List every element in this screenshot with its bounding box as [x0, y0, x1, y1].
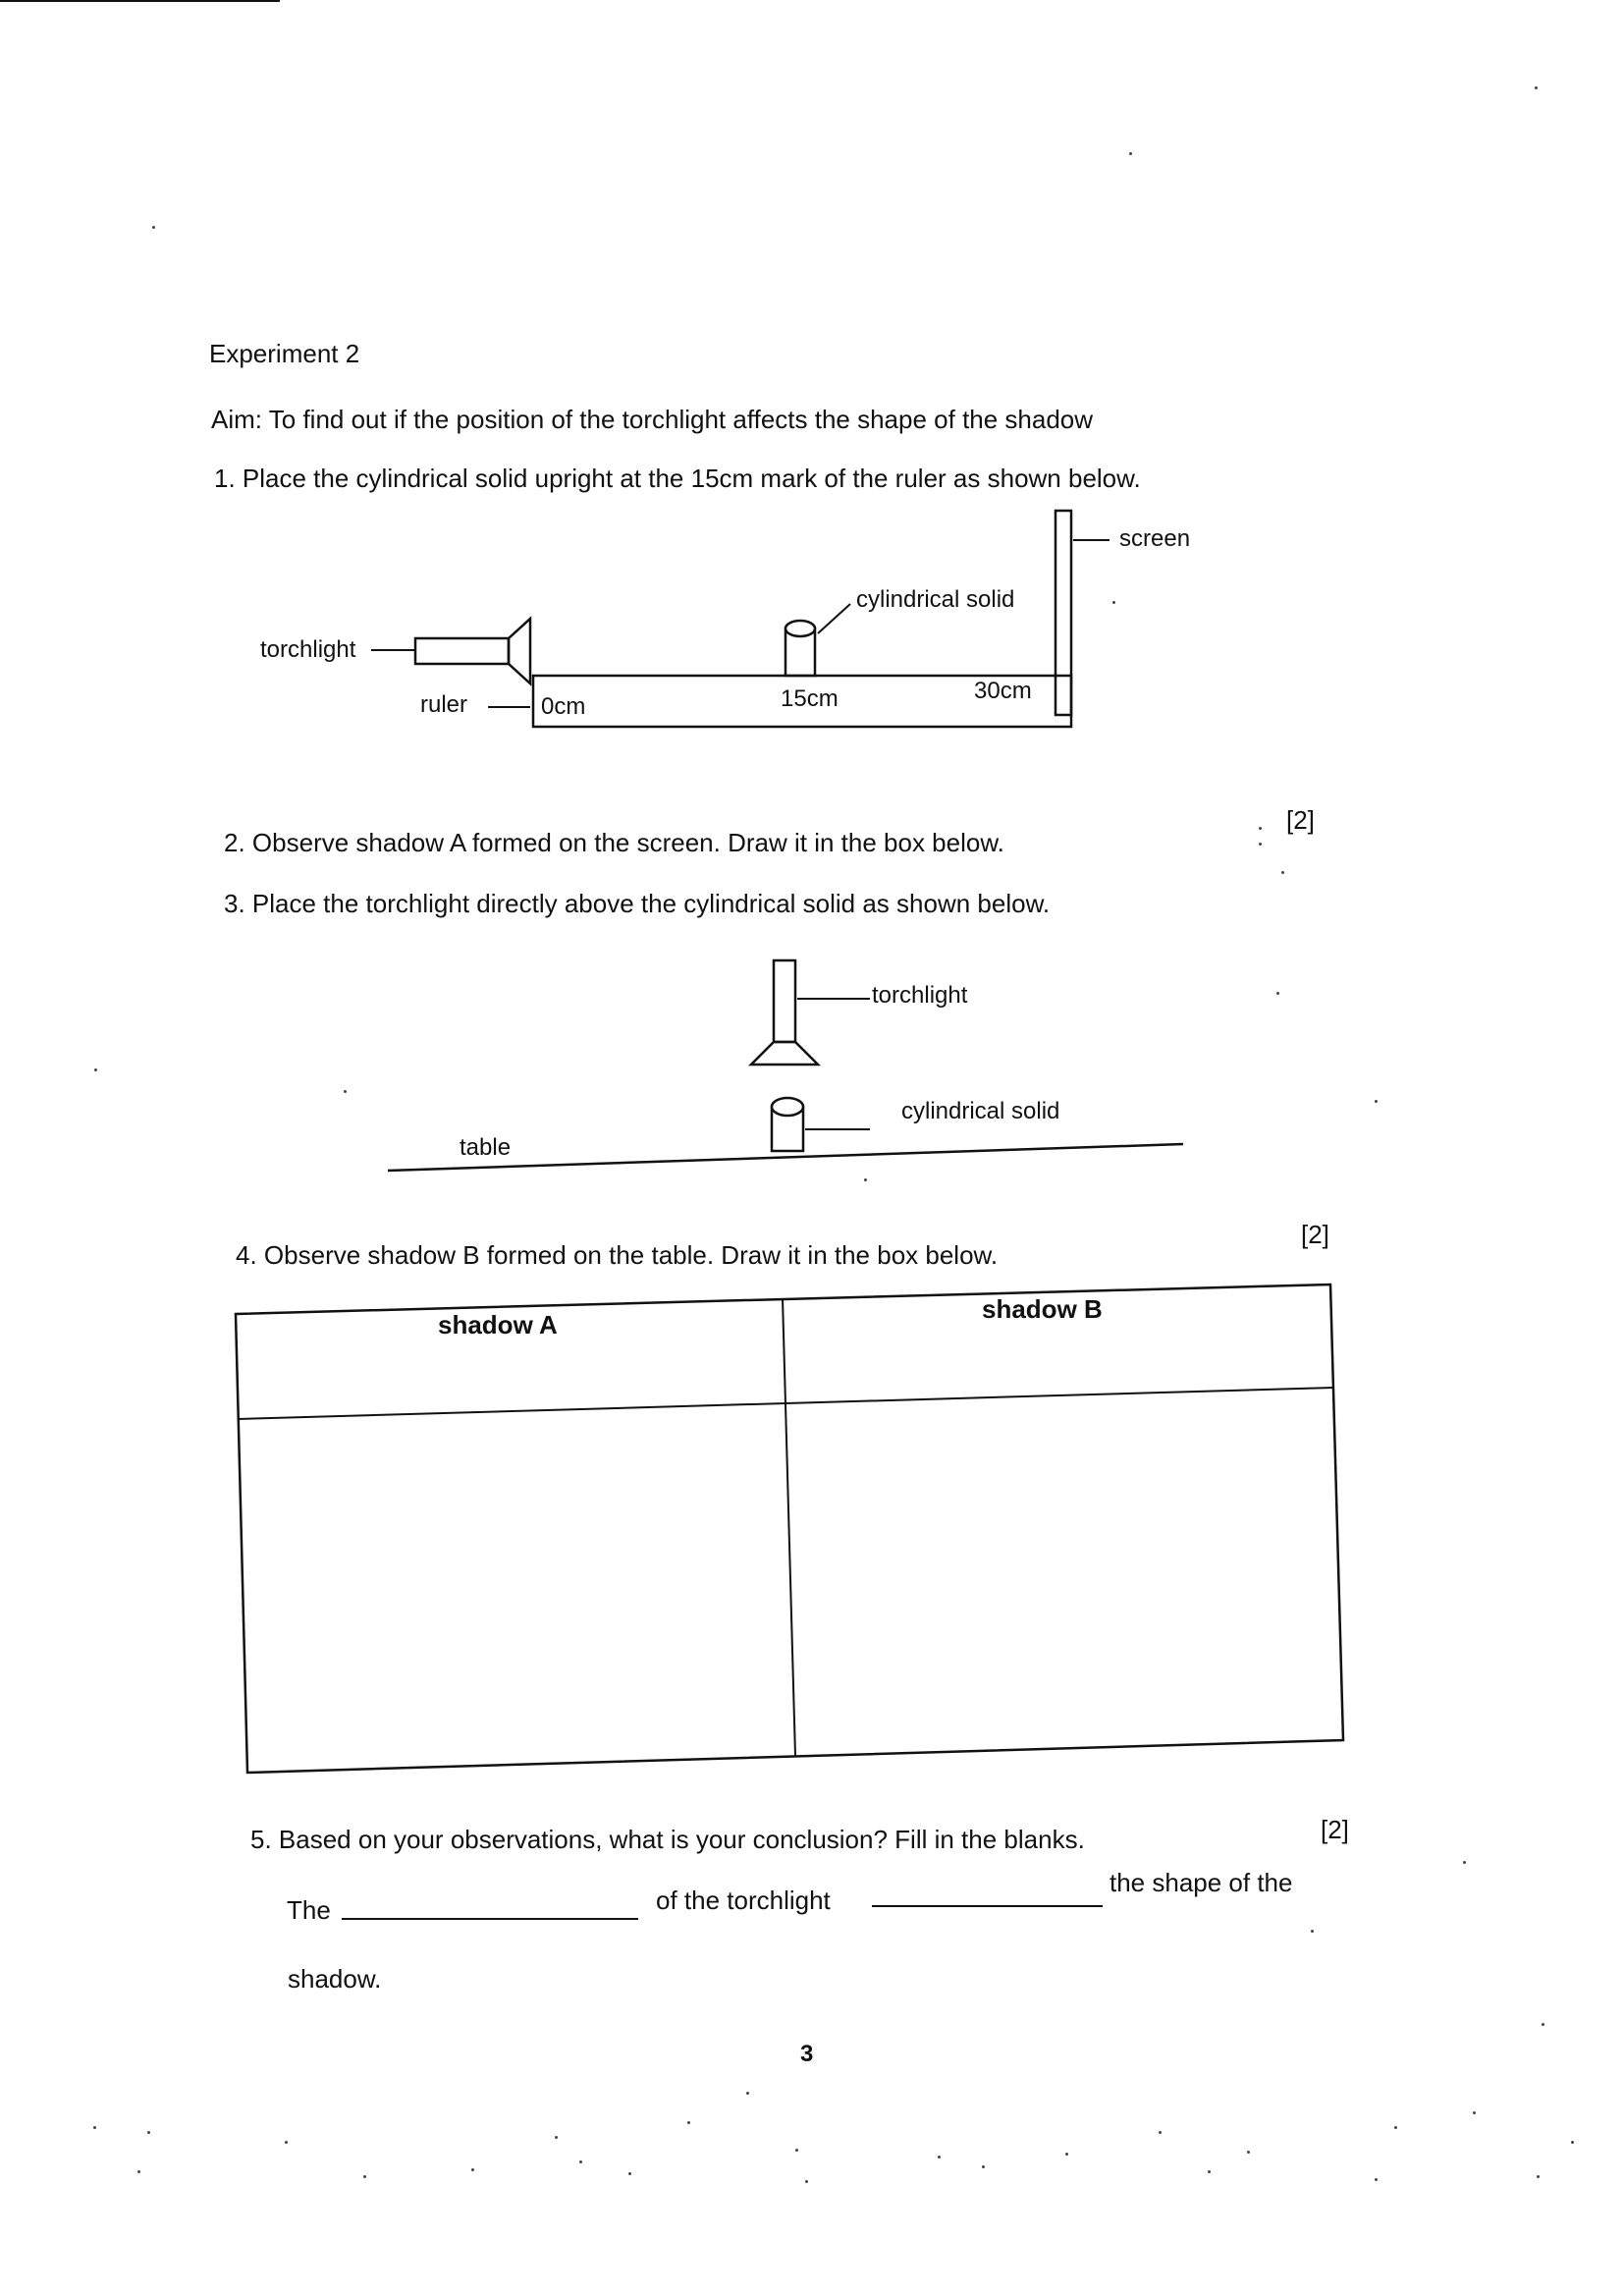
- marks-step-2: [2]: [1286, 805, 1315, 835]
- step-text: Place the cylindrical solid upright at the 15cm mark of the ruler as shown below.: [242, 464, 1141, 493]
- scan-speck: [147, 2131, 150, 2134]
- step-5: [250, 1825, 1085, 1855]
- conclusion-the-shape-of-the: the shape of the: [1110, 1868, 1293, 1897]
- scan-speck: [1065, 2153, 1068, 2156]
- scan-speck: [795, 2149, 798, 2152]
- scan-speck: [1463, 1861, 1466, 1864]
- scan-speck: [982, 2165, 985, 2168]
- marks-step-5: [2]: [1321, 1815, 1349, 1844]
- scan-speck: [1259, 827, 1262, 830]
- scan-speck: [137, 2170, 140, 2173]
- scan-speck: [555, 2136, 558, 2139]
- ruler-mark-0cm: 0cm: [541, 693, 586, 720]
- scan-speck: [1571, 2141, 1574, 2144]
- scan-speck: [1535, 86, 1538, 89]
- label-cylindrical-solid: cylindrical solid: [856, 586, 1015, 613]
- scan-speck: [1259, 843, 1262, 846]
- aim-text: : To find out if the position of the torchlight affects the shape of the shadow: [254, 405, 1094, 434]
- answer-box-shadow-a[interactable]: [247, 1424, 778, 1763]
- scan-speck: [1375, 1100, 1378, 1103]
- label-torchlight: torchlight: [260, 636, 356, 663]
- label-overhead-torchlight: torchlight: [872, 982, 968, 1009]
- scan-speck: [628, 2172, 631, 2175]
- scan-speck: [94, 1068, 97, 1071]
- step-text: Place the torchlight directly above the cylindrical solid as shown below.: [251, 889, 1051, 918]
- scan-speck: [152, 226, 155, 229]
- label-ruler: ruler: [420, 691, 468, 718]
- conclusion-of-the-torchlight: of the torchlight: [656, 1886, 831, 1915]
- scan-speck: [93, 2126, 96, 2129]
- scan-speck: [746, 2092, 749, 2095]
- answer-box-shadow-b[interactable]: [797, 1394, 1335, 1738]
- ruler-mark-15cm: 15cm: [781, 685, 839, 712]
- scan-speck: [344, 1090, 347, 1093]
- step-number: 2.: [224, 828, 245, 857]
- conclusion-the: The: [287, 1895, 331, 1925]
- label-screen: screen: [1119, 525, 1191, 552]
- label-table: table: [460, 1134, 512, 1161]
- scan-speck: [1159, 2131, 1162, 2134]
- step-text: Observe shadow B formed on the table. Draw it in the box below.: [263, 1240, 999, 1270]
- scan-speck: [938, 2156, 941, 2159]
- table-header-shadow-b: shadow B: [982, 1294, 1103, 1324]
- page-number: 3: [800, 2041, 814, 2067]
- scan-speck: [805, 2180, 808, 2183]
- experiment-title: Experiment 2: [209, 339, 360, 368]
- scan-speck: [363, 2175, 366, 2178]
- scan-speck: [1537, 2175, 1540, 2178]
- answer-table-column-divider: [783, 1298, 795, 1756]
- conclusion-blank-1[interactable]: [342, 1918, 638, 1920]
- scan-speck: [1394, 2126, 1397, 2129]
- scan-speck: [579, 2160, 582, 2163]
- table-header-shadow-a: shadow A: [438, 1310, 558, 1339]
- conclusion-shadow: shadow.: [288, 1964, 382, 1994]
- scan-speck: [1129, 152, 1132, 155]
- scan-speck: [285, 2141, 288, 2144]
- step-text: Observe shadow A formed on the screen. Draw it in the box below.: [251, 828, 1004, 857]
- scan-speck: [1247, 2151, 1250, 2154]
- step-text: Based on your observations, what is your conclusion? Fill in the blanks.: [278, 1825, 1085, 1854]
- scan-speck: [687, 2121, 690, 2124]
- scan-speck: [1375, 2178, 1378, 2181]
- scan-speck: [1311, 1930, 1314, 1933]
- scan-speck: [1473, 2111, 1476, 2114]
- scan-speck: [1281, 871, 1284, 874]
- scan-speck: [1112, 601, 1115, 604]
- aim-label: Aim: [211, 405, 255, 434]
- marks-step-4: [2]: [1301, 1220, 1329, 1249]
- conclusion-blank-2[interactable]: [872, 1905, 1103, 1907]
- step-number: 5.: [250, 1825, 272, 1854]
- scan-speck: [1208, 2170, 1211, 2173]
- step-number: 1.: [214, 464, 236, 493]
- scan-speck: [1276, 992, 1279, 995]
- ruler-mark-30cm: 30cm: [974, 678, 1032, 704]
- step-number: 3.: [224, 889, 245, 918]
- scan-speck: [864, 1178, 867, 1181]
- step-number: 4.: [236, 1240, 257, 1270]
- scan-speck: [1542, 2023, 1544, 2026]
- label-overhead-cylindrical-solid: cylindrical solid: [901, 1098, 1060, 1124]
- scan-speck: [471, 2168, 474, 2171]
